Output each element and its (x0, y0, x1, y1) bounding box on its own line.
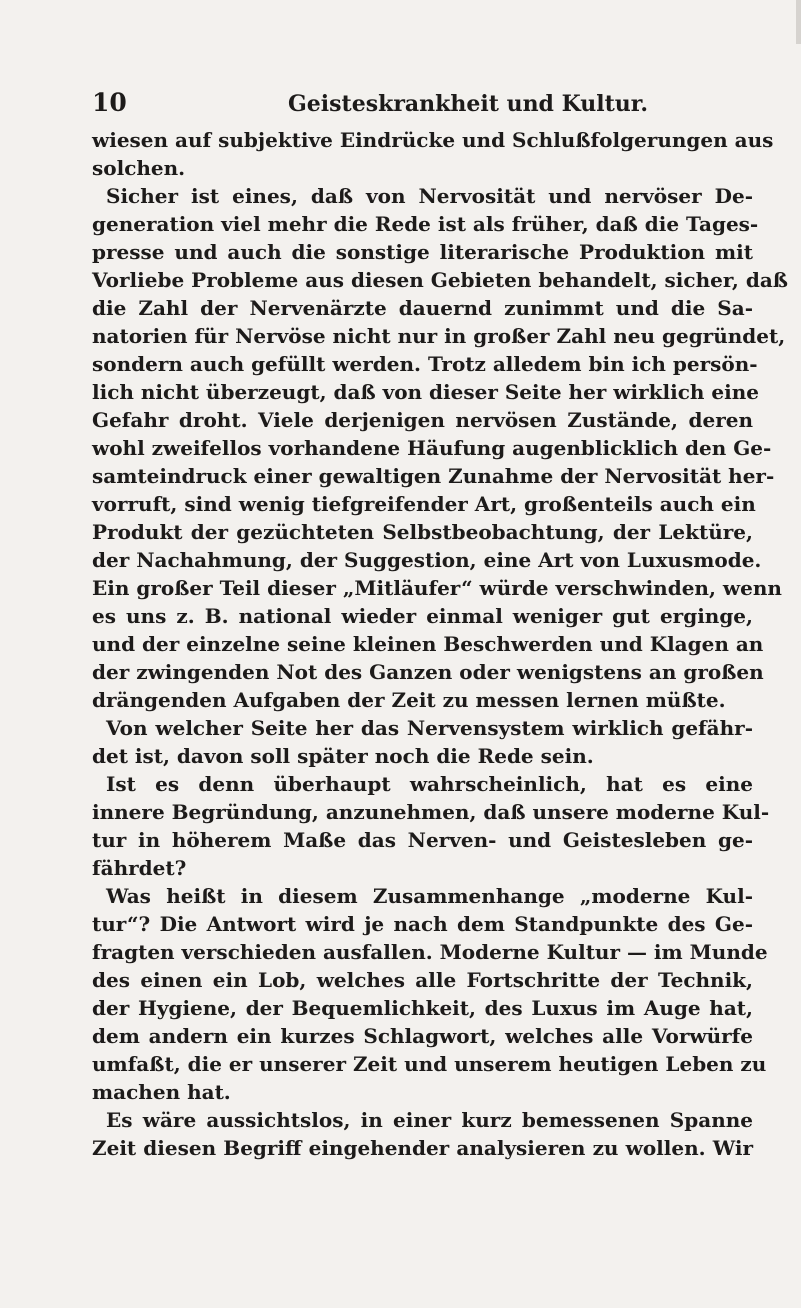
text-line: Produkt der gezüchteten Selbstbeobachtung, der Lektüre, (92, 520, 753, 544)
text-line: der zwingenden Not des Ganzen oder wenigstens an großen (92, 660, 764, 684)
text-line: Zeit diesen Begriff eingehender analysieren zu wollen. Wir (92, 1136, 753, 1160)
page-number: 10 (92, 88, 127, 117)
text-line: sondern auch gefüllt werden. Trotz alledem bin ich persön- (92, 352, 758, 376)
text-line: Von welcher Seite her das Nervensystem wirklich gefähr- (106, 716, 753, 740)
text-line: drängenden Aufgaben der Zeit zu messen lernen müßte. (92, 688, 726, 712)
text-line: der Hygiene, der Bequemlichkeit, des Luxus im Auge hat, (92, 996, 753, 1020)
text-line: die Zahl der Nervenärzte dauernd zunimmt und die Sa- (92, 296, 753, 320)
text-line: des einen ein Lob, welches alle Fortschritte der Technik, (92, 968, 753, 992)
page-header (92, 88, 752, 128)
text-line: samteindruck einer gewaltigen Zunahme der Nervosität her- (92, 464, 775, 488)
text-line: es uns z. B. national wieder einmal weniger gut erginge, (92, 604, 753, 628)
text-line: lich nicht überzeugt, daß von dieser Seite her wirklich eine (92, 380, 759, 404)
text-line: tur“? Die Antwort wird je nach dem Standpunkte des Ge- (92, 912, 753, 936)
text-line: wohl zweifellos vorhandene Häufung augenblicklich den Ge- (92, 436, 772, 460)
text-line: Sicher ist eines, daß von Nervosität und nervöser De- (106, 184, 753, 208)
text-line: Gefahr droht. Viele derjenigen nervösen Zustände, deren (92, 408, 753, 432)
text-line: generation viel mehr die Rede ist als früher, daß die Tages- (92, 212, 759, 236)
text-line: tur in höherem Maße das Nerven- und Geistesleben ge- (92, 828, 753, 852)
text-line: und der einzelne seine kleinen Beschwerden und Klagen an (92, 632, 764, 656)
text-line: dem andern ein kurzes Schlagwort, welches alle Vorwürfe (92, 1024, 753, 1048)
text-line: der Nachahmung, der Suggestion, eine Art von Luxusmode. (92, 548, 762, 572)
text-line: Was heißt in diesem Zusammenhange „moderne Kul- (106, 884, 753, 908)
text-line: solchen. (92, 156, 186, 180)
text-line: det ist, davon soll später noch die Rede sein. (92, 744, 594, 768)
text-line: wiesen auf subjektive Eindrücke und Schlußfolgerungen aus (92, 128, 774, 152)
text-line: vorruft, sind wenig tiefgreifender Art, großenteils auch ein (92, 492, 756, 516)
running-title: Geisteskrankheit und Kultur. (288, 91, 648, 117)
body-text (92, 126, 788, 1162)
text-line: machen hat. (92, 1080, 231, 1104)
text-line: fragten verschieden ausfallen. Moderne Kultur — im Munde (92, 940, 768, 964)
text-line: umfaßt, die er unserer Zeit und unserem heutigen Leben zu (92, 1052, 767, 1076)
text-line: Es wäre aussichtslos, in einer kurz bemessenen Spanne (106, 1108, 753, 1132)
page-edge-shadow (796, 0, 801, 44)
text-line: natorien für Nervöse nicht nur in großer Zahl neu gegründet, (92, 324, 786, 348)
text-line: presse und auch die sonstige literarische Produktion mit (92, 240, 753, 264)
text-line: innere Begründung, anzunehmen, daß unsere moderne Kul- (92, 800, 770, 824)
text-line: Ein großer Teil dieser „Mitläufer“ würde verschwinden, wenn (92, 576, 782, 600)
text-line: fährdet? (92, 856, 187, 880)
text-line: Vorliebe Probleme aus diesen Gebieten behandelt, sicher, daß (92, 268, 788, 292)
text-line: Ist es denn überhaupt wahrscheinlich, hat es eine (106, 772, 753, 796)
